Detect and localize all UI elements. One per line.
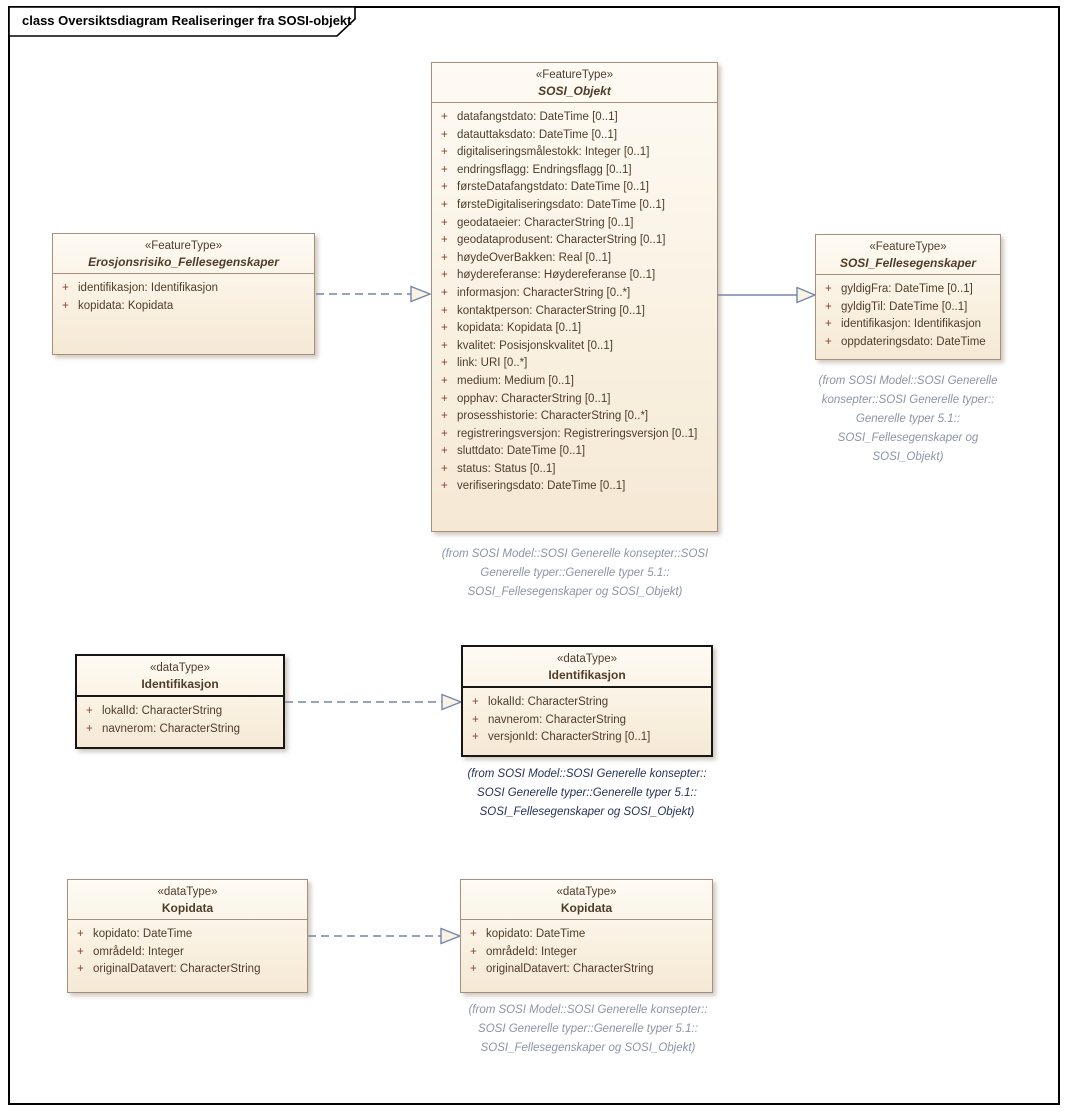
visibility-sign: +: [825, 300, 832, 313]
stereotype-label: «FeatureType»: [144, 240, 223, 252]
stereotype-label: «dataType»: [556, 653, 618, 665]
class-name: Identifikasjon: [141, 677, 219, 691]
attribute-row: [816, 334, 1000, 352]
visibility-sign: +: [77, 945, 84, 958]
attribute-signature: link: URI [0..*]: [457, 357, 528, 370]
attribute-signature: høydeOverBakken: Real [0..1]: [457, 251, 612, 264]
attribute-signature: opphav: CharacterString [0..1]: [457, 392, 611, 405]
visibility-sign: +: [62, 282, 69, 294]
visibility-sign: +: [825, 335, 832, 348]
visibility-sign: +: [441, 322, 448, 335]
attribute-signature: kvalitet: Posisjonskvalitet [0..1]: [457, 339, 613, 352]
attribute-row: [432, 320, 717, 338]
class-identifikasjon-general[interactable]: [461, 645, 713, 757]
visibility-sign: +: [441, 181, 448, 194]
note-line: konsepter::SOSI Generelle typer::: [821, 394, 995, 406]
attributes-compartment: [463, 688, 711, 747]
note-line: SOSI_Fellesegenskaper og SOSI_Objekt): [480, 1042, 696, 1054]
note-line: SOSI Generelle typer::Generelle typer 5.1::: [478, 1023, 698, 1035]
attribute-signature: kopidato: DateTime: [93, 928, 193, 940]
attribute-signature: navnerom: CharacterString: [102, 722, 241, 735]
visibility-sign: +: [441, 410, 448, 423]
attribute-row: [68, 961, 307, 979]
visibility-sign: +: [441, 480, 448, 493]
visibility-sign: +: [441, 427, 448, 440]
class-header: [432, 63, 717, 103]
class-identifikasjon-local[interactable]: [75, 654, 285, 749]
attribute-row: [432, 232, 717, 250]
class-header: [461, 880, 712, 920]
attributes-compartment: [68, 920, 307, 979]
attributes-compartment: [432, 103, 717, 496]
class-header: [463, 647, 711, 688]
attribute-signature: områdeId: Integer: [93, 945, 184, 958]
attribute-signature: lokalId: CharacterString: [102, 705, 223, 717]
attribute-row: [461, 926, 712, 944]
visibility-sign: +: [470, 945, 477, 958]
visibility-sign: +: [441, 445, 448, 458]
visibility-sign: +: [441, 392, 448, 405]
attribute-row: [77, 703, 283, 721]
note-line: SOSI_Fellesegenskaper og SOSI_Objekt): [479, 806, 695, 818]
visibility-sign: +: [441, 462, 448, 475]
note-line: (from SOSI Model::SOSI Generelle konsepter::: [467, 768, 707, 780]
attribute-signature: områdeId: Integer: [486, 945, 577, 958]
attribute-row: [463, 712, 711, 730]
attribute-signature: kontaktperson: CharacterString [0..1]: [457, 304, 645, 317]
class-header: [816, 235, 1000, 275]
class-header: [53, 234, 314, 274]
attribute-row: [432, 267, 717, 285]
class-name: SOSI_Objekt: [538, 84, 611, 98]
attribute-signature: høydereferanse: Høydereferanse [0..1]: [457, 269, 656, 282]
attribute-row: [432, 179, 717, 197]
note-sosi-fellesegenskaper-origin: [798, 372, 1018, 467]
attribute-signature: lokalId: CharacterString: [488, 696, 609, 708]
class-name: Identifikasjon: [548, 668, 626, 682]
note-kopidata-origin: [437, 1001, 739, 1058]
visibility-sign: +: [470, 963, 477, 976]
attribute-signature: geodataprodusent: CharacterString [0..1]: [457, 234, 666, 247]
attribute-signature: versjonId: CharacterString [0..1]: [488, 731, 651, 744]
class-kopidata-general[interactable]: [460, 879, 713, 993]
attribute-signature: originalDatavert: CharacterString: [486, 963, 654, 976]
attribute-signature: kopidata: Kopidata [0..1]: [457, 322, 582, 335]
attribute-row: [432, 391, 717, 409]
attributes-compartment: [53, 274, 314, 315]
visibility-sign: +: [441, 128, 448, 141]
attribute-row: [432, 303, 717, 321]
attribute-signature: førsteDigitaliseringsdato: DateTime [0..1]: [457, 198, 665, 211]
note-line: SOSI_Fellesegenskaper og SOSI_Objekt): [467, 586, 683, 598]
attribute-row: [53, 280, 314, 298]
visibility-sign: +: [441, 339, 448, 352]
attribute-signature: førsteDatafangstdato: DateTime [0..1]: [457, 181, 649, 194]
attribute-signature: identifikasjon: Identifikasjon: [841, 318, 981, 331]
visibility-sign: +: [441, 286, 448, 299]
visibility-sign: +: [441, 111, 448, 123]
attribute-signature: prosesshistorie: CharacterString [0..*]: [457, 410, 649, 423]
visibility-sign: +: [472, 731, 479, 744]
attribute-row: [463, 729, 711, 747]
visibility-sign: +: [77, 928, 84, 940]
attribute-row: [68, 944, 307, 962]
attribute-signature: identifikasjon: Identifikasjon: [78, 282, 218, 294]
visibility-sign: +: [441, 198, 448, 211]
attributes-compartment: [461, 920, 712, 979]
attribute-row: [432, 426, 717, 444]
attribute-signature: registreringsversjon: Registreringsversjon [0..1]: [457, 427, 698, 440]
attribute-signature: digitaliseringsmålestokk: Integer [0..1]: [457, 146, 650, 159]
attribute-row: [432, 215, 717, 233]
visibility-sign: +: [441, 234, 448, 247]
attribute-signature: originalDatavert: CharacterString: [93, 963, 261, 976]
attribute-signature: status: Status [0..1]: [457, 462, 556, 475]
attribute-row: [432, 250, 717, 268]
attributes-compartment: [77, 697, 283, 738]
attribute-signature: oppdateringsdato: DateTime: [841, 335, 986, 348]
attribute-row: [432, 127, 717, 145]
attribute-signature: gyldigFra: DateTime [0..1]: [841, 283, 973, 295]
attribute-row: [432, 144, 717, 162]
attribute-signature: medium: Medium [0..1]: [457, 374, 574, 387]
attribute-row: [816, 299, 1000, 317]
attribute-row: [432, 109, 717, 127]
class-header: [68, 880, 307, 920]
visibility-sign: +: [472, 713, 479, 726]
attribute-row: [463, 694, 711, 712]
class-sosi-fellesegenskaper[interactable]: [815, 234, 1001, 360]
class-erosjonsrisiko-fellesegenskaper[interactable]: [52, 233, 315, 355]
attribute-row: [432, 197, 717, 215]
attribute-row: [432, 162, 717, 180]
class-name: Kopidata: [161, 901, 214, 915]
visibility-sign: +: [441, 216, 448, 229]
attribute-signature: datafangstdato: DateTime [0..1]: [457, 111, 618, 123]
visibility-sign: +: [825, 318, 832, 331]
attributes-compartment: [816, 275, 1000, 351]
attribute-signature: verifiseringsdato: DateTime [0..1]: [457, 480, 626, 493]
visibility-sign: +: [86, 705, 93, 717]
attribute-signature: kopidato: DateTime: [486, 928, 586, 940]
attribute-signature: kopidata: Kopidata: [78, 299, 174, 312]
class-name: Kopidata: [560, 901, 613, 915]
attribute-row: [432, 338, 717, 356]
attribute-row: [432, 355, 717, 373]
note-line: (from SOSI Model::SOSI Generelle: [818, 375, 998, 387]
stereotype-label: «dataType»: [556, 886, 617, 898]
visibility-sign: +: [441, 374, 448, 387]
attribute-row: [77, 721, 283, 739]
note-line: SOSI Generelle typer::Generelle typer 5.1::: [477, 787, 697, 799]
attribute-signature: sluttdato: DateTime [0..1]: [457, 445, 586, 458]
attribute-row: [432, 443, 717, 461]
note-line: Generelle typer 5.1::: [855, 413, 961, 425]
note-line: SOSI_Fellesegenskaper og: [837, 432, 979, 444]
attribute-signature: gyldigTil: DateTime [0..1]: [841, 300, 968, 313]
note-line: (from SOSI Model::SOSI Generelle konsepter::: [468, 1004, 708, 1016]
visibility-sign: +: [441, 146, 448, 159]
class-name: SOSI_Fellesegenskaper: [839, 256, 977, 270]
class-kopidata-local[interactable]: [67, 879, 308, 993]
visibility-sign: +: [472, 696, 479, 708]
attribute-row: [68, 926, 307, 944]
attribute-row: [432, 478, 717, 496]
visibility-sign: +: [62, 299, 69, 312]
attribute-row: [432, 373, 717, 391]
note-identifikasjon-origin: [436, 765, 738, 822]
note-line: SOSI_Objekt): [872, 451, 944, 463]
attribute-signature: informasjon: CharacterString [0..*]: [457, 286, 631, 299]
visibility-sign: +: [470, 928, 477, 940]
visibility-sign: +: [441, 357, 448, 370]
visibility-sign: +: [441, 251, 448, 264]
diagram-title: class Oversiktsdiagram Realiseringer fra SOSI-objekt: [22, 13, 352, 28]
visibility-sign: +: [441, 163, 448, 176]
attribute-row: [816, 316, 1000, 334]
stereotype-label: «FeatureType»: [535, 69, 614, 81]
attribute-row: [432, 285, 717, 303]
visibility-sign: +: [86, 722, 93, 735]
attribute-row: [816, 281, 1000, 299]
stereotype-label: «dataType»: [149, 662, 211, 674]
visibility-sign: +: [441, 304, 448, 317]
attribute-signature: endringsflagg: Endringsflagg [0..1]: [457, 163, 632, 176]
attribute-signature: navnerom: CharacterString: [488, 713, 627, 726]
attribute-signature: datauttaksdato: DateTime [0..1]: [457, 128, 618, 141]
stereotype-label: «dataType»: [157, 886, 218, 898]
note-line: Generelle typer::Generelle typer 5.1::: [480, 567, 670, 579]
stereotype-label: «FeatureType»: [869, 241, 947, 253]
class-header: [77, 656, 283, 697]
class-name: Erosjonsrisiko_Fellesegenskaper: [88, 255, 279, 269]
attribute-row: [432, 461, 717, 479]
attribute-row: [461, 961, 712, 979]
note-sosi-objekt-origin: [424, 545, 726, 602]
attribute-signature: geodataeier: CharacterString [0..1]: [457, 216, 634, 229]
visibility-sign: +: [825, 283, 832, 295]
visibility-sign: +: [441, 269, 448, 282]
note-line: (from SOSI Model::SOSI Generelle konsepter::SOSI: [441, 548, 709, 560]
attribute-row: [461, 944, 712, 962]
visibility-sign: +: [77, 963, 84, 976]
attribute-row: [432, 408, 717, 426]
class-sosi-objekt[interactable]: [431, 62, 718, 532]
attribute-row: [53, 298, 314, 316]
